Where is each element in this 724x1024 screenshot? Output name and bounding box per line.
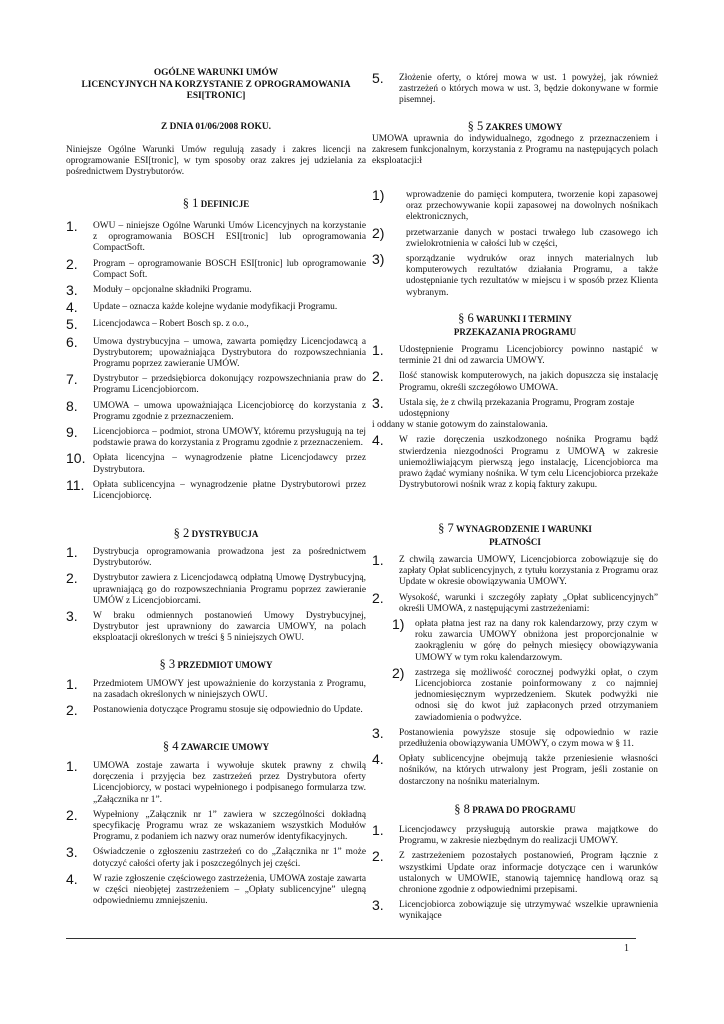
list-item <box>66 676 366 701</box>
list-item <box>372 822 658 847</box>
list-item <box>372 187 658 224</box>
item-number: 4. <box>66 299 78 316</box>
item-text: Update – oznacza każde kolejne wydanie modyfikacji Programu. <box>93 302 338 313</box>
section-title: DYSTRYBUCJA <box>191 529 259 539</box>
item-text: opłata płatna jest raz na dany rok kalendarzowy, przy czym w roku zawarcia UMOWY obniżona jest proporcjonalnie w zaokrągleniu w górę do pełnych miesięcy obowiązywania UMOWY w tym roku kalendarzowym. <box>415 619 658 663</box>
list-item <box>66 844 366 869</box>
item-number: 5. <box>66 316 78 333</box>
list-item <box>66 608 366 645</box>
item-number: 4. <box>372 751 384 768</box>
sub-list-item <box>372 616 658 664</box>
section-2-heading <box>66 528 366 541</box>
item-text: Ustala się, że z chwilą przekazania Programu, Program zostaje udostępniony <box>399 397 635 420</box>
list-item <box>372 368 658 393</box>
item-number: 2. <box>66 255 78 272</box>
section-5-heading <box>372 121 658 134</box>
item-text: Postanowienia dotyczące Programu stosuje się odpowiednio do Update. <box>93 705 363 716</box>
list-item <box>66 450 366 475</box>
item-number: 5. <box>372 70 384 86</box>
list-item <box>372 394 658 432</box>
list-item <box>66 758 366 806</box>
list-item <box>66 806 366 844</box>
item-text: Z zastrzeżeniem pozostałych postanowień, Program łącznie z wszystkimi Update oraz informacje dotyczące cen i warunków ustalonych w UMOWIE, stanowią tajemnicę handlową oraz są chronione zgodnie z odpowiednimi przepisami. <box>399 851 658 896</box>
item-number: 1. <box>372 342 384 358</box>
section-number: § 7 <box>438 521 454 535</box>
section-number: § 8 <box>454 802 470 816</box>
item-text: W razie doręczenia uszkodzonego nośnika Programu bądź stwierdzenia niezgodności Programu z UMOWĄ w zakresie uniemożliwiającym pierwszą jego instalację, Licencjobiorca ma prawo żądać wymiany nośnika. W tym celu Licencjobiorca przekaże Dystrybutorowi nośnik wraz z kopią faktury zakupu. <box>399 435 658 491</box>
list-item <box>66 282 366 299</box>
list-item <box>372 342 658 367</box>
sub-list-item <box>372 664 658 724</box>
item-text: OWU – niniejsze Ogólne Warunki Umów Licencyjnych na korzystanie z oprogramowania BOSCH ESI[tronic] lub oprogramowania CompactSoft. <box>93 221 366 254</box>
item-number: 10. <box>66 450 86 467</box>
list-item <box>66 476 366 502</box>
item-text: Licencjobiorca – podmiot, strona UMOWY, któremu przysługują na tej podstawie prawa do korzystania z Programu zgodnie z przeznaczeniem. <box>93 427 366 449</box>
item-number: 2. <box>372 848 384 865</box>
item-number: 1) <box>372 187 385 203</box>
section-title: PRZEDMIOT UMOWY <box>177 660 273 670</box>
item-number: 4. <box>372 432 384 449</box>
list-item <box>372 224 658 250</box>
section-3-heading <box>66 659 366 672</box>
item-number: 1. <box>372 822 384 838</box>
section-7-list <box>372 552 658 788</box>
section-title: WYNAGRODZENIE I WARUNKI <box>456 524 592 534</box>
section-number: § 6 <box>458 311 474 325</box>
section-heading <box>66 198 366 211</box>
list-item <box>66 870 366 908</box>
section-title-line2: PŁATNOŚCI <box>489 537 541 547</box>
item-number: 2. <box>66 702 78 719</box>
section-number: § 3 <box>159 657 176 671</box>
list-item <box>66 544 366 569</box>
item-text: Opłata licencyjna – wynagrodzenie płatne Licencjodawcy przez Dystrybutora. <box>93 453 366 475</box>
item-text: UMOWA – umowa upoważniająca Licencjobiorcę do korzystania z Programu zgodnie z przeznaczeniem. <box>93 400 366 422</box>
item-text: Opłaty sublicencyjne obejmują także przeniesienie własności nośników, na których utrwalony jest Program, jeśli zostanie on dostarczony na nośniku materialnym. <box>399 754 658 787</box>
item-text: Przedmiotem UMOWY jest upoważnienie do korzystania z Programu, na zasadach określonych w niniejszych OWU. <box>93 679 366 701</box>
item-text: Licencjodawcy przysługują autorskie prawa majątkowe do Programu, w zakresie niezbędnym do realizacji UMOWY. <box>399 825 658 847</box>
section-3-list <box>66 676 366 719</box>
title-line: ESI[TRONIC] <box>186 91 246 101</box>
section-4-list <box>66 758 366 907</box>
item-number: 2. <box>66 806 78 823</box>
section-number: § 2 <box>173 526 190 540</box>
item-text: przetwarzanie danych w postaci trwałego lub czasowego ich zwielokrotnienia w całości lub w części, <box>406 227 658 249</box>
item-text: W razie zgłoszenie częściowego zastrzeżenia, UMOWA zostaje zawarta w części nieobjętej zastrzeżeniem – „Opłaty sublicencyjne” ulegną odpowiedniemu zmniejszeniu. <box>93 873 366 907</box>
section-2-list <box>66 544 366 645</box>
list-item <box>372 724 658 750</box>
item-number: 2) <box>372 224 385 241</box>
item-number: 1. <box>372 552 384 568</box>
item-text: zastrzega się możliwość corocznej podwyżki opłat, o czym Licencjobiorca zostanie poinformowany z co najmniej jednomiesięcznym wyprzedzeniem. Skutek podwyżki nie odnosi się do kwot już zapłaconych przed otrzymaniem zawiadomienia o podwyżce. <box>415 667 658 723</box>
item-number: 3. <box>66 282 78 299</box>
section-number: § 1 <box>182 196 199 210</box>
item-text: Dystrybucja oprogramowania prowadzona jest za pośrednictwem Dystrybutorów. <box>93 547 366 569</box>
item-text: Udostępnienie Programu Licencjobiorcy powinno nastąpić w terminie 21 dni od zawarcia UMOWY. <box>399 345 658 367</box>
item-text: Wypełniony „Załącznik nr 1” zawiera w szczególności dokładną specyfikację Programu wraz ze wskazaniem wszystkich Modułów Programu, z podaniem ich nazwy oraz numerów identyfikacyjnych. <box>93 809 366 843</box>
item-text: Złożenie oferty, o której mowa w ust. 1 powyżej, jak również zastrzeżeń o których mowa w ust. 3, będzie dokonywane w formie pisemnej. <box>399 73 658 106</box>
item-text: Licencjodawca – Robert Bosch sp. z o.o., <box>93 319 249 330</box>
list-item <box>372 848 658 896</box>
section-4-heading <box>66 741 366 754</box>
section-5-list <box>372 187 658 299</box>
list-item <box>372 70 658 107</box>
section-title: PRAWA DO PROGRAMU <box>472 805 576 815</box>
item-text: Licencjobiorca zobowiązuje się utrzymywać wszelkie uprawnienia wynikające <box>399 900 658 922</box>
list-item <box>66 333 366 371</box>
item-number: 8. <box>66 397 78 414</box>
item-number: 3) <box>372 251 385 268</box>
title-line: LICENCYJNYCH NA KORZYSTANIE Z OPROGRAMOWANIA <box>81 79 351 90</box>
list-item <box>372 432 658 491</box>
item-number: 11. <box>66 476 85 493</box>
item-text: Umowa dystrybucyjna – umowa, zawarta pomiędzy Licencjodawcą a Dystrybutorem; upoważniająca Dystrybutora do rozpowszechniania Programu poprzez zawieranie UMÓW. <box>93 336 366 370</box>
item-number: 3. <box>372 897 384 914</box>
section-1 <box>66 198 366 211</box>
item-text: Z chwilą zawarcia UMOWY, Licencjobiorca zobowiązuje się do zapłaty Opłat sublicencyjnych, z tytułu korzystania z Programu oraz Update w okresie obowiązywania UMOWY. <box>399 555 658 588</box>
item-number: 2. <box>372 368 384 385</box>
item-number: 1. <box>66 544 78 560</box>
section-title: ZAKRES UMOWY <box>485 122 563 132</box>
list-item <box>66 570 366 607</box>
section-6-heading <box>372 312 658 338</box>
item-number: 1) <box>392 616 405 633</box>
list-item <box>66 255 366 281</box>
list-item <box>372 897 658 922</box>
document-title <box>66 68 366 103</box>
intro-paragraph: Niniejsze Ogólne Warunki Umów regulują zasady i zakres licencji na oprogramowanie ESI[tronic], w tym sposoby oraz zakres jej udzielania za pośrednictwem Dystrybutorów. <box>66 145 366 178</box>
item-text: Moduły – opcjonalne składniki Programu. <box>93 285 252 296</box>
item-number: 2. <box>66 570 78 587</box>
list-item <box>372 751 658 788</box>
section-title: DEFINICJE <box>200 199 250 209</box>
item-number: 9. <box>66 424 78 441</box>
section-5-intro: UMOWA uprawnia do indywidualnego, zgodnego z przeznaczeniem i zakresem funkcjonalnym, korzystania z Programu na następujących polach eksploatacji:ł <box>372 134 658 167</box>
page-number: 1 <box>624 943 629 954</box>
item-text: Oświadczenie o zgłoszeniu zastrzeżeń co do „Załącznika nr 1” może dotyczyć całości oferty jak i poszczególnych jej części. <box>93 847 366 869</box>
list-item <box>66 702 366 719</box>
list-item <box>66 316 366 333</box>
section-8-list <box>372 822 658 923</box>
list-item <box>66 424 366 449</box>
item-text: Dystrybutor zawiera z Licencjodawcą odpłatną Umowę Dystrybucyjną, uprawniającą go do rozpowszechniania Programu poprzez zawieranie UMÓW z Licencjobiorcami. <box>93 573 366 606</box>
item-text: Wysokość, warunki i szczegóły zapłaty „Opłat sublicencyjnych” określi UMOWA, z następującymi zastrzeżeniami: <box>399 592 658 614</box>
list-item <box>372 552 658 589</box>
list-item <box>66 218 366 255</box>
item-number: 1. <box>66 758 78 774</box>
item-text: UMOWA zostaje zawarta i wywołuje skutek prawny z chwilą doręczenia i przyjęcia bez zastrzeżeń przez Dystrybutora oferty Licencjobiorcy, w postaci wypełnionego i podpisanego formularza tzw. „Załącznika nr 1”. <box>93 761 366 805</box>
section-8-heading <box>372 804 658 817</box>
list-item <box>66 397 366 423</box>
title-line: OGÓLNE WARUNKI UMÓW <box>153 68 279 78</box>
item-number: 1. <box>66 676 78 692</box>
section-title-line2: PRZEKAZANIA PROGRAMU <box>453 327 577 337</box>
item-number: 6. <box>66 333 78 350</box>
item-text: Dystrybutor – przedsiębiorca dokonujący rozpowszechniania praw do Programu Licencjobiorcom. <box>93 374 366 396</box>
section-title: WARUNKI I TERMINY <box>476 314 572 324</box>
item-number: 3. <box>66 844 78 861</box>
item-number: 4. <box>66 870 78 887</box>
section-number: § 5 <box>467 119 484 133</box>
item-text: Program – oprogramowanie BOSCH ESI[tronic] lub oprogramowanie Compact Soft. <box>93 258 366 280</box>
list-item <box>372 251 658 299</box>
item-number: 2. <box>372 589 384 606</box>
footer-divider <box>66 938 636 939</box>
date-line: Z DNIA 01/06/2008 ROKU. <box>161 122 271 132</box>
section-1-list <box>66 218 366 502</box>
item-number: 7. <box>66 371 78 388</box>
section-number: § 4 <box>162 739 179 753</box>
item-text-continued: i oddany w stanie gotowym do zainstalowania. <box>372 420 548 431</box>
list-item <box>66 371 366 396</box>
item-number: 1. <box>66 218 78 234</box>
item-text: wprowadzenie do pamięci komputera, tworzenie kopi zapasowej oraz przechowywanie kopii zapasowej na dowolnych nośnikach elektronicznych, <box>406 190 658 223</box>
item-number: 3. <box>66 608 78 625</box>
list-item <box>66 299 366 316</box>
item-text: W braku odmiennych postanowień Umowy Dystrybucyjnej, Dystrybutor jest uprawniony do zawarcia UMOWY, na polach eksploatacji określonych w treści § 5 niniejszych OWU. <box>93 611 366 644</box>
list-item <box>372 589 658 615</box>
section-title: ZAWARCIE UMOWY <box>180 742 270 752</box>
item-number: 2) <box>392 664 405 681</box>
item-number: 3. <box>372 394 384 411</box>
item-text: sporządzanie wydruków oraz innych materialnych lub komputerowych rezultatów działania Programu, a także udostępnianie tych rezultatów w miejscu i w sposób przez Klienta wybranym. <box>406 254 658 298</box>
item-text: Ilość stanowisk komputerowych, na jakich dopuszcza się instalację Programu, określi szczegółowo UMOWA. <box>399 371 658 393</box>
section-6-list <box>372 342 658 491</box>
item-number: 3. <box>372 724 384 741</box>
item-text: Postanowienia powyższe stosuje się odpowiednio w razie przedłużenia obowiązywania UMOWY, o czym mowa w § 11. <box>399 727 658 750</box>
section-4-continued <box>372 70 658 107</box>
item-text: Opłata sublicencyjna – wynagrodzenie płatne Dystrybutorowi przez Licencjobiorcę. <box>93 479 366 502</box>
section-7-heading <box>372 522 658 548</box>
